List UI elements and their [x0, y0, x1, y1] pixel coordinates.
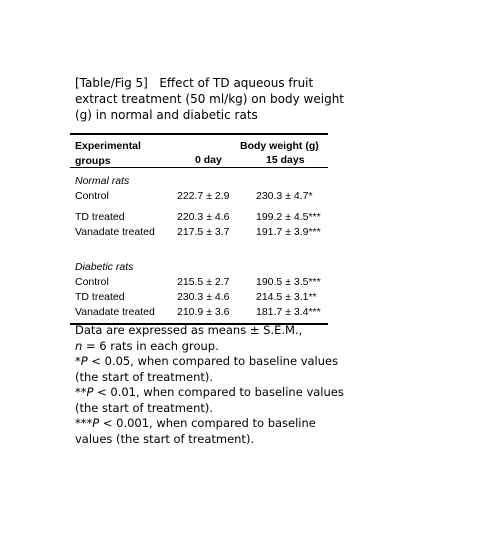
- footnote-p-italic: P: [86, 385, 94, 399]
- table-footnotes: [75, 323, 345, 447]
- table-header: [70, 135, 328, 167]
- footnote-n-rest: = 6 rats in each group.: [82, 338, 219, 353]
- footnote-p-italic: P: [92, 416, 100, 430]
- section-label: Normal rats: [75, 175, 130, 187]
- section-label: Diabetic rats: [75, 261, 134, 273]
- footnote-mark: **: [75, 385, 87, 399]
- cell-group: Vanadate treated: [75, 306, 155, 318]
- footnote-p-italic: P: [80, 354, 88, 368]
- footnote-p0001: [75, 416, 345, 447]
- table-caption: [75, 75, 345, 123]
- section-normal-rats: [70, 174, 328, 240]
- section-diabetic-rats: [70, 260, 328, 320]
- cell-day15: 181.7 ± 3.4***: [256, 306, 321, 318]
- cell-day15: 199.2 ± 4.5***: [256, 211, 321, 223]
- cell-day0: 210.9 ± 3.6: [177, 306, 230, 318]
- cell-group: TD treated: [75, 291, 125, 303]
- footnote-mark: ***: [75, 416, 93, 430]
- header-groups-line1: Experimental: [75, 140, 141, 152]
- cell-group: Control: [75, 276, 109, 288]
- footnote-n-line: [75, 339, 345, 355]
- footnote-text: < 0.05, when compared to baseline values (the start of treatment).: [75, 354, 339, 384]
- cell-day15: 191.7 ± 3.9***: [256, 226, 321, 238]
- header-day0: 0 day: [195, 154, 222, 166]
- cell-day0: 220.3 ± 4.6: [177, 211, 230, 223]
- cell-day0: 222.7 ± 2.9: [177, 190, 230, 202]
- cell-group: Vanadate treated: [75, 226, 155, 238]
- footnote-mark: *: [75, 354, 81, 368]
- cell-day0: 215.5 ± 2.7: [177, 276, 230, 288]
- table-row: [70, 275, 328, 290]
- footnote-p005: [75, 354, 345, 385]
- cell-day0: 217.5 ± 3.7: [177, 226, 230, 238]
- table-row: [70, 305, 328, 320]
- cell-group: Control: [75, 190, 109, 202]
- footnote-data-line: Data are expressed as means ± S.E.M.,: [75, 323, 303, 337]
- caption-tag: [Table/Fig 5]: [75, 76, 148, 90]
- footnote-p001: [75, 385, 345, 416]
- header-day15: 15 days: [266, 154, 305, 166]
- caption-text: Effect of TD aqueous fruit extract treatment (50 ml/kg) on body weight (g) in normal and diabetic rats: [75, 76, 345, 122]
- header-body-weight: Body weight (g): [240, 140, 319, 152]
- cell-group: TD treated: [75, 211, 125, 223]
- table-row: [70, 210, 328, 225]
- cell-day15: 190.5 ± 3.5***: [256, 276, 321, 288]
- body-weight-table: [70, 133, 328, 325]
- header-groups-line2: groups: [75, 155, 111, 167]
- footnote-text: < 0.01, when compared to baseline values (the start of treatment).: [75, 385, 344, 415]
- footnote-text: < 0.001, when compared to baseline values (the start of treatment).: [75, 416, 316, 446]
- table-row: [70, 225, 328, 240]
- footnote-n-italic: n: [75, 338, 83, 353]
- table-row: [70, 290, 328, 305]
- cell-day15: 214.5 ± 3.1**: [256, 291, 317, 303]
- header-groups: [75, 139, 141, 169]
- table-row: [70, 189, 328, 204]
- cell-day15: 230.3 ± 4.7*: [256, 190, 313, 202]
- cell-day0: 230.3 ± 4.6: [177, 291, 230, 303]
